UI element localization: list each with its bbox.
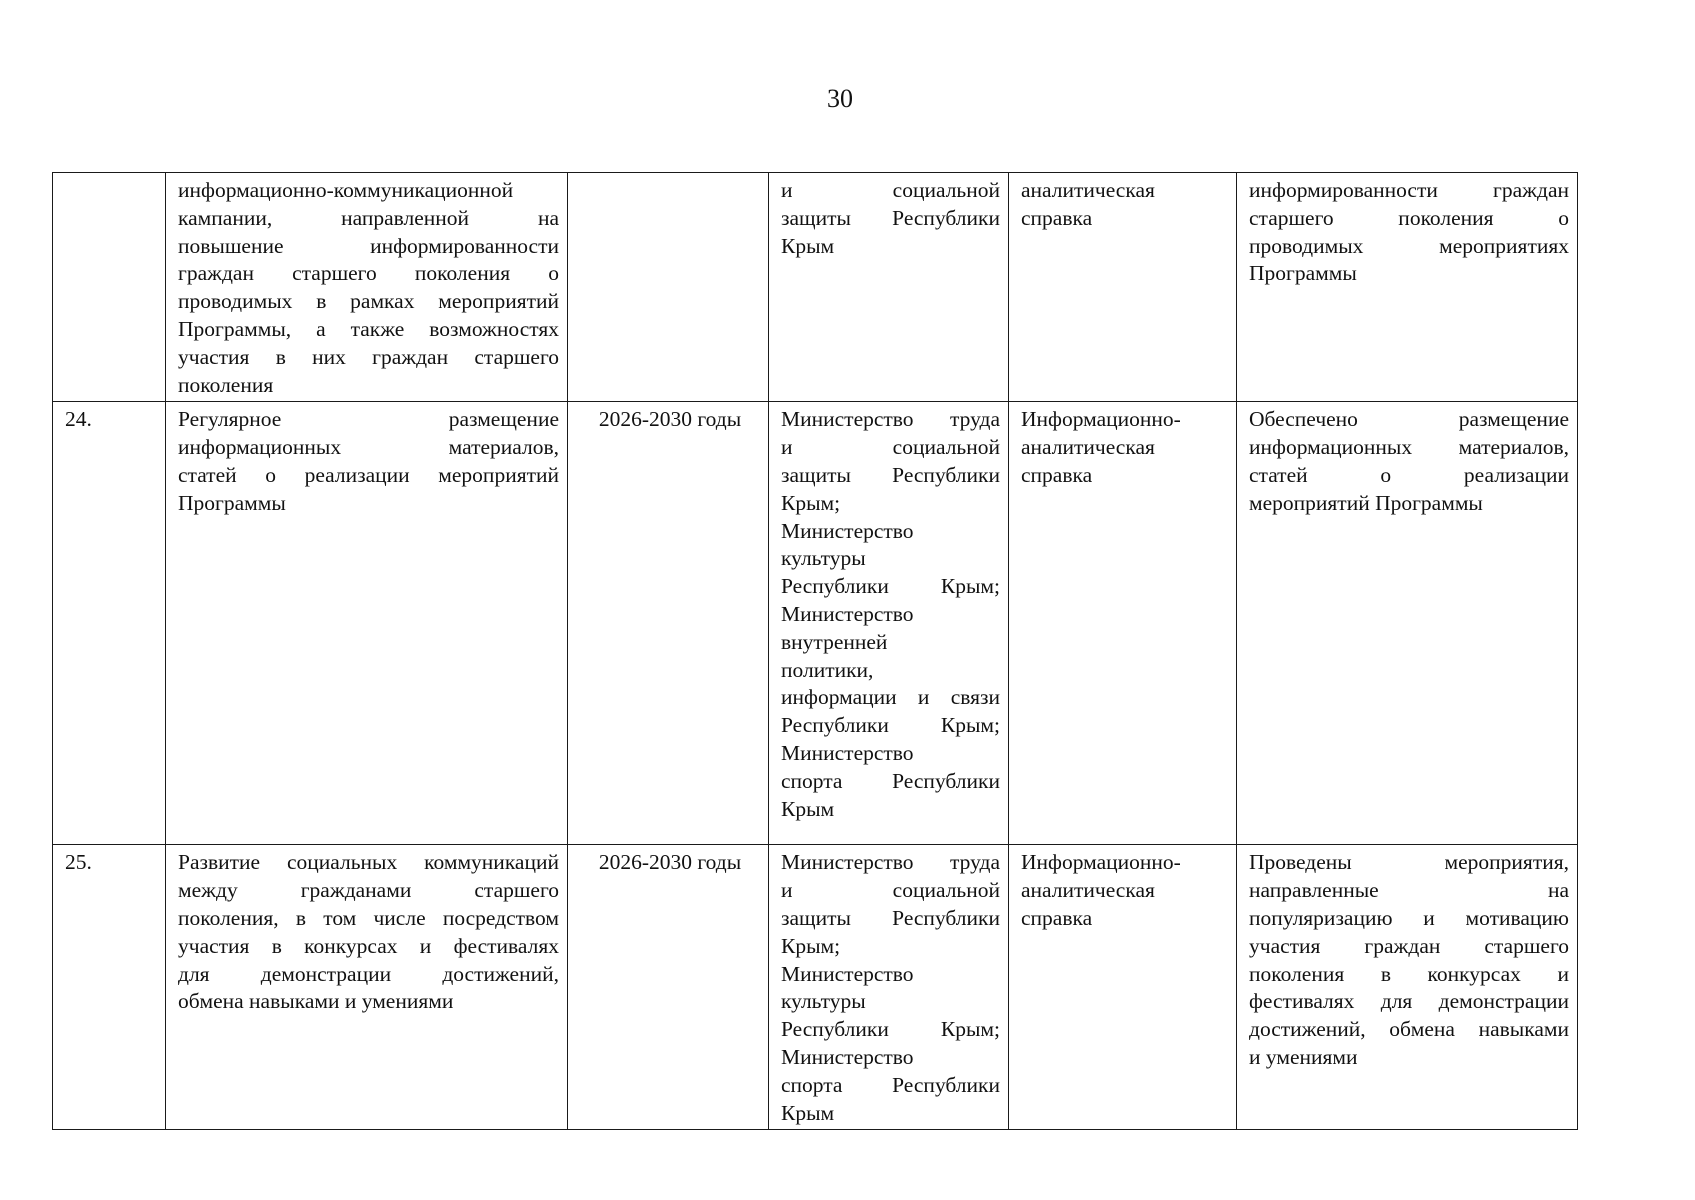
result-text-line: достижений, обмена навыками — [1249, 1017, 1569, 1042]
executor-text-line: Крым; — [781, 933, 841, 958]
result-text-line: информационных материалов, — [1249, 435, 1569, 460]
executor-text-line: культуры — [781, 989, 866, 1014]
executor-cell — [769, 173, 1009, 402]
executor-text-line: Министерство — [781, 1044, 914, 1069]
executor-text-line: Крым — [781, 233, 835, 258]
result-text-line: поколения в конкурсах и — [1249, 961, 1569, 986]
measure-text-line: поколения — [178, 372, 274, 397]
executor-text-line: Крым — [781, 796, 835, 821]
table-row — [53, 845, 1578, 1130]
measure-text-line: поколения, в том числе посредством — [178, 905, 559, 930]
result-text-line: информированности граждан — [1249, 178, 1569, 202]
measures-table-body — [53, 173, 1578, 1130]
document-text-line: аналитическая — [1021, 435, 1155, 460]
document-text-line: справка — [1021, 905, 1093, 930]
document-cell — [1009, 845, 1237, 1130]
measure-text-line: для демонстрации достижений, — [178, 961, 559, 986]
executor-text-line: культуры — [781, 546, 866, 571]
result-text-line: Проведены мероприятия, — [1249, 850, 1569, 875]
result-text-line: статей о реализации — [1249, 462, 1569, 487]
table-row — [53, 402, 1578, 845]
result-text-line: и умениями — [1249, 1044, 1358, 1069]
measure-cell — [166, 173, 568, 402]
executor-text-line: информации и связи — [781, 685, 1000, 710]
result-cell — [1237, 402, 1578, 845]
measures-table — [52, 172, 1578, 1130]
executor-cell — [769, 845, 1009, 1130]
document-text-line: Информационно- — [1021, 850, 1181, 875]
executor-text-line: спорта Республики — [781, 768, 1000, 793]
measure-text-line: обмена навыками и умениями — [178, 989, 454, 1014]
result-text-line: направленные на — [1249, 878, 1569, 903]
measure-text-line: Развитие социальных коммуникаций — [178, 850, 559, 875]
period-cell — [568, 173, 769, 402]
result-text-line: старшего поколения о — [1249, 205, 1569, 230]
result-text-line: проводимых мероприятиях — [1249, 233, 1569, 258]
measure-text-line: участия в конкурсах и фестивалях — [178, 933, 559, 958]
measure-text-line: участия в них граждан старшего — [178, 344, 559, 369]
row-number-cell: 25. — [53, 845, 166, 1130]
result-text-line: Программы — [1249, 261, 1357, 286]
document-text-line: Информационно- — [1021, 407, 1181, 432]
result-cell — [1237, 845, 1578, 1130]
result-text-line: участия граждан старшего — [1249, 933, 1569, 958]
row-number-cell: 24. — [53, 402, 166, 845]
result-text-line: мероприятий Программы — [1249, 490, 1483, 515]
page-number: 30 — [827, 84, 853, 113]
executor-text-line: политики, — [781, 657, 874, 682]
executor-text-line: Республики Крым; — [781, 713, 1000, 738]
measure-text-line: между гражданами старшего — [178, 878, 559, 903]
measure-text-line: Регулярное размещение — [178, 407, 559, 432]
executor-text-line: Министерство — [781, 518, 914, 543]
measure-text-line: кампании, направленной на — [178, 205, 559, 230]
measure-text-line: проводимых в рамках мероприятий — [178, 289, 559, 314]
result-cell — [1237, 173, 1578, 402]
document-cell — [1009, 173, 1237, 402]
executor-text-line: Министерство труда — [781, 850, 1000, 875]
document-cell — [1009, 402, 1237, 845]
measure-text-line: граждан старшего поколения о — [178, 261, 559, 286]
executor-text-line: и социальной — [781, 435, 1000, 460]
executor-text-line: Республики Крым; — [781, 574, 1000, 599]
measure-text-line: статей о реализации мероприятий — [178, 462, 559, 487]
executor-cell — [769, 402, 1009, 845]
executor-text-line: Министерство — [781, 601, 914, 626]
document-text-line: справка — [1021, 462, 1093, 487]
measure-cell — [166, 845, 568, 1130]
measure-cell — [166, 402, 568, 845]
measure-text-line: Программы, а также возможностях — [178, 316, 559, 341]
document-text-line: аналитическая — [1021, 178, 1155, 202]
period-cell: 2026-2030 годы — [568, 845, 769, 1130]
measure-text-line: информационных материалов, — [178, 435, 559, 460]
document-text-line: аналитическая — [1021, 878, 1155, 903]
executor-text-line: защиты Республики — [781, 462, 1000, 487]
executor-text-line: Министерство — [781, 740, 914, 765]
executor-text-line: спорта Республики — [781, 1072, 1000, 1097]
executor-text-line: Министерство — [781, 961, 914, 986]
executor-text-line: Министерство труда — [781, 407, 1000, 432]
executor-text-line: внутренней — [781, 629, 888, 654]
table-row — [53, 173, 1578, 402]
executor-text-line: и социальной — [781, 878, 1000, 903]
executor-text-line: Республики Крым; — [781, 1017, 1000, 1042]
result-text-line: Обеспечено размещение — [1249, 407, 1569, 432]
period-cell: 2026-2030 годы — [568, 402, 769, 845]
executor-text-line: защиты Республики — [781, 905, 1000, 930]
measure-text-line: информационно-коммуникационной — [178, 178, 514, 202]
executor-text-line: Крым — [781, 1100, 835, 1125]
row-number-cell — [53, 173, 166, 402]
executor-text-line: и социальной — [781, 178, 1000, 202]
measure-text-line: повышение информированности — [178, 233, 559, 258]
measure-text-line: Программы — [178, 490, 286, 515]
document-text-line: справка — [1021, 205, 1093, 230]
executor-text-line: Крым; — [781, 490, 841, 515]
result-text-line: популяризацию и мотивацию — [1249, 905, 1569, 930]
result-text-line: фестивалях для демонстрации — [1249, 989, 1569, 1014]
executor-text-line: защиты Республики — [781, 205, 1000, 230]
